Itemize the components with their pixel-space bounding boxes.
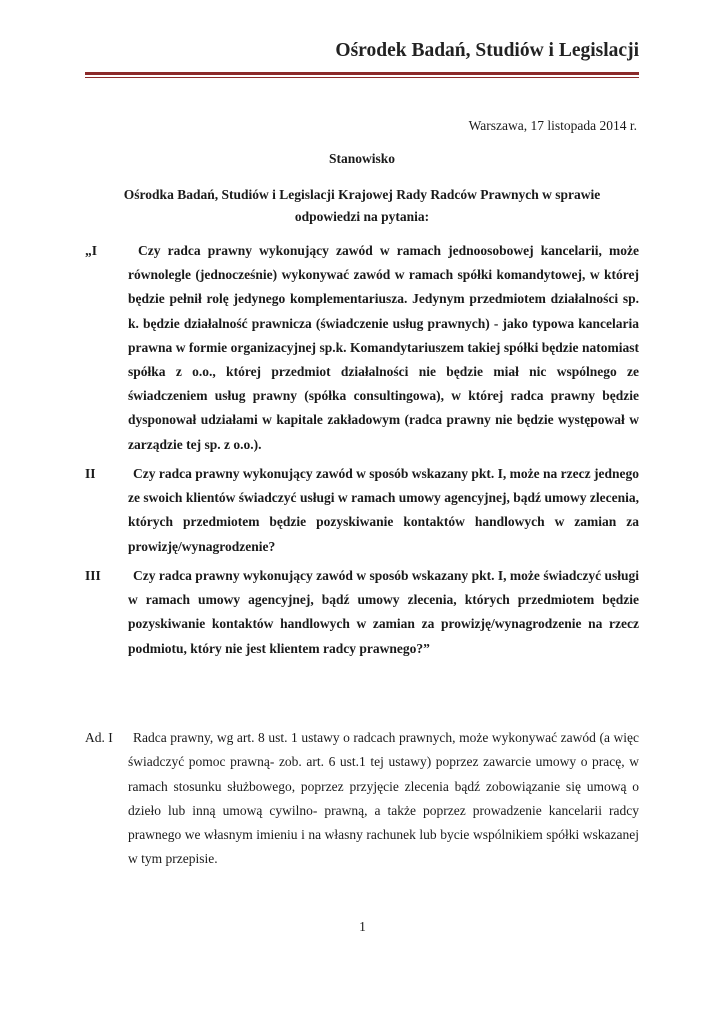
document-subtitle-line2: odpowiedzi na pytania: — [294, 209, 430, 224]
document-title: Stanowisko — [328, 151, 396, 166]
document-subtitle-line1: Ośrodka Badań, Studiów i Legislacji Krajowej Rady Radców Prawnych w sprawie — [123, 187, 601, 202]
answer-label: Ad. I — [85, 730, 113, 745]
header-title: Ośrodek Badań, Studiów i Legislacji — [335, 40, 639, 61]
header-rule-thin — [85, 77, 639, 78]
question-text: Czy radca prawny wykonujący zawód w sposób wskazany pkt. I, może świadczyć usługi w ramach umowy agencyjnej, bądź umowy zlecenia, których przedmiotem będzie pozyskiwanie kontaktów handlowych w zamian za prowizję/wynagrodzenie na rzecz podmiotu, który nie jest klientem radcy prawnego?” — [128, 568, 639, 656]
answer-text: Radca prawny, wg art. 8 ust. 1 ustawy o radcach prawnych, może wykonywać zawód (a więc świadczyć pomoc prawną- zob. art. 6 ust.1 tej ustawy) poprzez zawarcie umowy o pracę, w ramach stosunku służbowego, poprzez przyjęcie zlecenia bądź zobowiązanie się umową o dzieło lub inną umową cywilno- prawną, a także poprzez prowadzenie kancelarii radcy prawnego we własnym imieniu i na własny rachunek lub bycie wspólnikiem spółki wskazanej w tym przepisie. — [128, 730, 639, 867]
question-text: Czy radca prawny wykonujący zawód w ramach jednoosobowej kancelarii, może równolegle (jednocześnie) wykonywać zawód w ramach spółki komandytowej, w której będzie pełnił rolę jedynego komplementariusza. Jedynym przedmiotem działalności sp. k. będzie działalność prawnicza (świadczenie usług prawnych) - jako typowa kancelaria prawna w formie organizacyjnej sp.k. Komandytariuszem takiej spółki będzie natomiast spółka z o.o., której przedmiot działalności nie będzie miał nic wspólnego ze świadczeniem usług prawny (spółka consultingowa), w której radca prawny będzie dysponował udziałami w kapitale zakładowym (radca prawny nie będzie występował w zarządzie tej sp. z o.o.). — [128, 243, 639, 452]
question-text: Czy radca prawny wykonujący zawód w sposób wskazany pkt. I, może na rzecz jednego ze swoich klientów świadczyć usługi w ramach umowy agencyjnej, bądź umowy zlecenia, których przedmiotem będzie pozyskiwanie kontaktów handlowych w zamian za prowizję/wynagrodzenie? — [128, 466, 639, 554]
page-number: 1 — [359, 919, 366, 934]
question-label: III — [85, 568, 101, 583]
question-label: „I — [85, 243, 98, 258]
date-line: Warszawa, 17 listopada 2014 r. — [468, 118, 637, 133]
question-label: II — [85, 466, 96, 481]
header-rule-thick — [85, 72, 639, 75]
